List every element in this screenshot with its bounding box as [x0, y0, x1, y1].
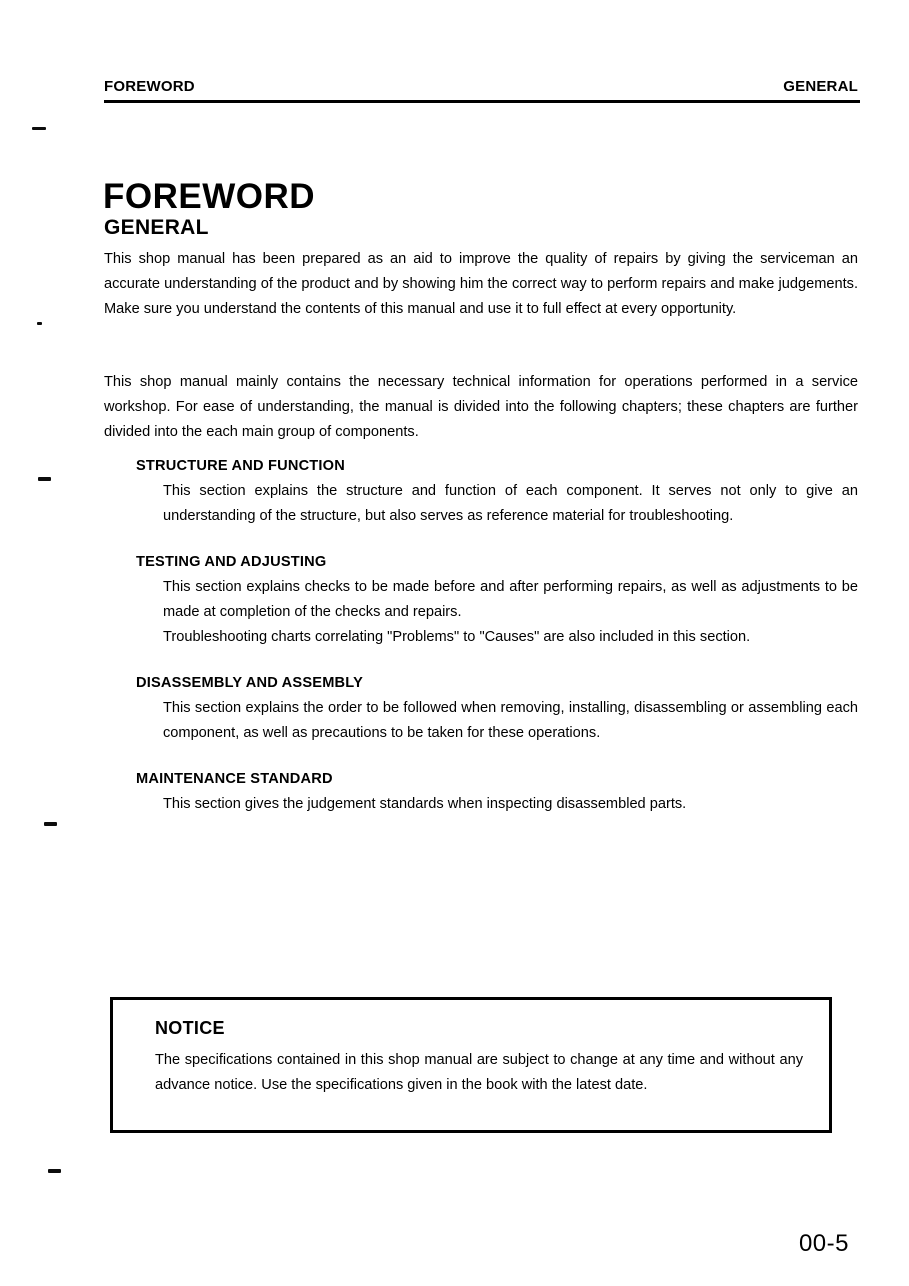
notice-title: NOTICE: [155, 1018, 225, 1038]
chapter-section-list: [136, 455, 858, 817]
intro-paragraph-2: This shop manual mainly contains the necessary technical information for operations performed in a service workshop. For ease of understanding, the manual is divided into the following chapters; these chapters are further divided into the each main group of components.: [104, 373, 858, 440]
section-body: [163, 792, 858, 817]
scan-artifact-mark: [44, 822, 57, 826]
scan-artifact-mark: [48, 1169, 61, 1173]
section-body-line: This section explains the structure and function of each component. It serves not only to give an understanding of the structure, but also serves as reference material for troubleshooting.: [163, 483, 858, 524]
section-heading: MAINTENANCE STANDARD: [136, 771, 333, 787]
section-heading: TESTING AND ADJUSTING: [136, 554, 327, 570]
page-subtitle: GENERAL: [104, 216, 209, 240]
section-testing-and-adjusting: [136, 551, 858, 650]
notice-body: The specifications contained in this shop manual are subject to change at any time and without any advance notice. Use the specifications given in the book with the latest date.: [155, 1052, 803, 1093]
page-title: FOREWORD: [103, 177, 316, 217]
section-body: [163, 575, 858, 650]
section-heading: DISASSEMBLY AND ASSEMBLY: [136, 675, 363, 691]
section-disassembly-and-assembly: [136, 672, 858, 746]
section-body-line: This section explains checks to be made before and after performing repairs, as well as adjustments to be made at completion of the checks and repairs.: [163, 579, 858, 620]
running-header: [104, 78, 858, 95]
intro-paragraph-1: This shop manual has been prepared as an aid to improve the quality of repairs by giving the serviceman an accurate understanding of the product and by showing him the correct way to perform repairs and make judgements. Make sure you understand the contents of this manual and use it to full effect at every opportunity.: [104, 250, 858, 317]
section-body: [163, 479, 858, 529]
section-body-line: Troubleshooting charts correlating "Problems" to "Causes" are also included in this section.: [163, 629, 751, 645]
section-heading: STRUCTURE AND FUNCTION: [136, 458, 345, 474]
scan-artifact-mark: [32, 127, 46, 130]
scan-artifact-mark: [37, 322, 42, 325]
section-maintenance-standard: [136, 768, 858, 817]
notice-box: [110, 997, 832, 1133]
section-body-line: This section gives the judgement standards when inspecting disassembled parts.: [163, 796, 687, 812]
scan-artifact-mark: [38, 477, 51, 481]
section-body-line: This section explains the order to be followed when removing, installing, disassembling or assembling each component, as well as precautions to be taken for these operations.: [163, 700, 858, 741]
header-left-label: FOREWORD: [104, 78, 195, 95]
section-structure-and-function: [136, 455, 858, 529]
header-right-label: GENERAL: [783, 78, 858, 95]
page-number: 00-5: [798, 1230, 849, 1257]
section-body: [163, 696, 858, 746]
header-rule: [104, 100, 860, 103]
